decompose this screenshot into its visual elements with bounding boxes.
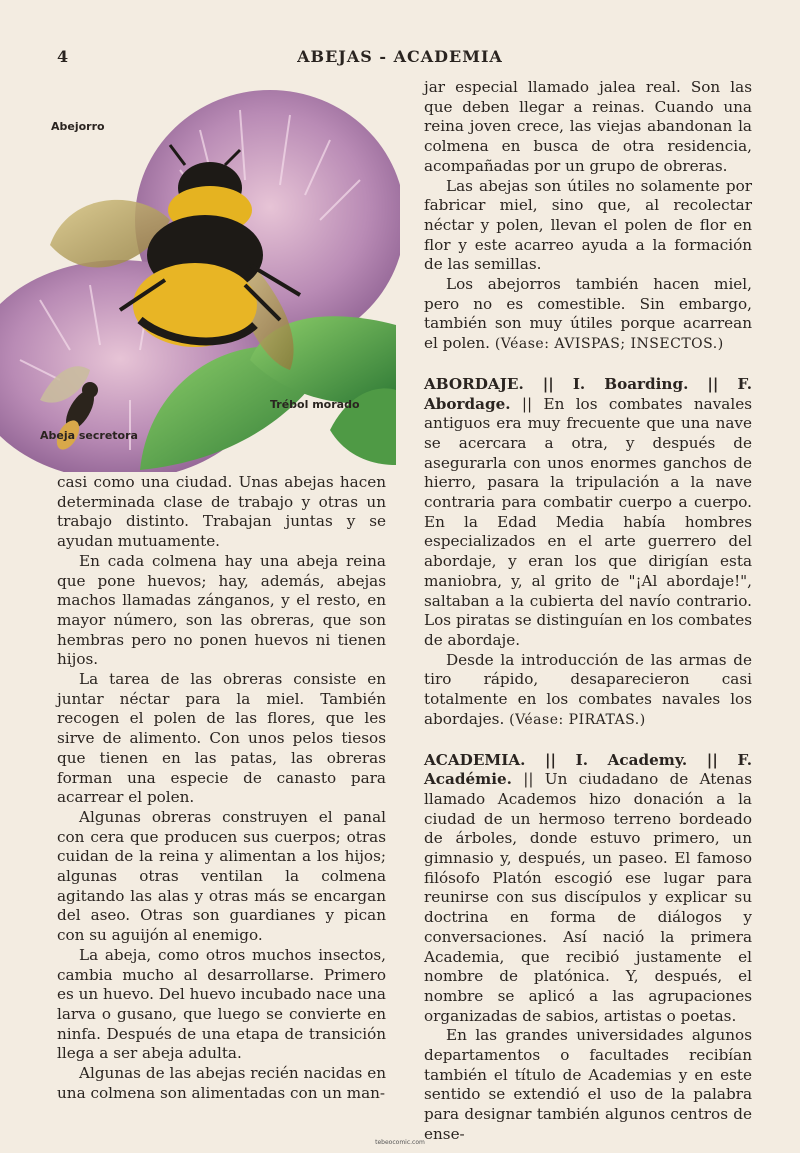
paragraph: La tarea de las obreras consiste en juntar néctar para la miel. También recogen el polen de las flores, que les sirve de alimento. Con unos pelos tiesos que tienen en las patas, las obreras forman una especie de canasto para acarrear el polen. [57, 670, 386, 807]
entry-gap [424, 731, 752, 751]
label-trebol: Trébol morado [270, 398, 360, 411]
entry-abordaje [424, 375, 752, 651]
left-column [57, 473, 386, 1104]
page-number: 4 [57, 47, 69, 66]
paragraph: Las abejas son útiles no solamente por fabricar miel, sino que, al recolectar néctar y polen, llevan el polen de flor en flor y este acarreo ayuda a la formación de las semillas. [424, 176, 752, 274]
entry-heading: ACADEMIA. || I. Academy. || F. Académie. [424, 750, 752, 789]
entry-text: || En los combates navales antiguos era muy frecuente que una nave se acercara a otra, y después de asegurarla con unos enormes ganchos de hierro, pasara la tripulación a la nave contraria para combatir cuerpo a cuerpo. En la Edad Media había hombres especializados en el arte guerrero del abordaje, y eran los que dirigían esta maniobra, y, al grito de "¡Al abordaje!", saltaban a la cubierta del navío contrario. Los piratas se distinguían en los combates de abordaje. [424, 394, 753, 649]
running-title: ABEJAS - ACADEMIA [297, 47, 503, 66]
see-also-reference: (Véase: AVISPAS; INSECTOS.) [494, 336, 724, 353]
paragraph [424, 651, 752, 731]
paragraph [424, 275, 752, 355]
paragraph: La abeja, como otros muchos insectos, cambia mucho al desarrollarse. Primero es un huevo. Del huevo incubado nace una larva o gusano, que luego se convierte en ninfa. Después de una etapa de transición llega a ser abeja adulta. [57, 945, 386, 1063]
label-abeja: Abeja secretora [40, 429, 138, 442]
entry-gap [424, 355, 752, 375]
entry-academia [424, 751, 752, 1027]
paragraph: jar especial llamado jalea real. Son las que deben llegar a reinas. Cuando una reina joven crece, las viejas abandonan la colmena en busca de otra residencia, acompañadas por un grupo de obreras. [424, 78, 752, 175]
entry-heading: ABORDAJE. || I. Boarding. || F. Abordage. [424, 374, 752, 413]
entry-text: || Un ciudadano de Atenas llamado Academos hizo donación a la ciudad de un hermoso terreno bordeado de árboles, donde estuvo primero, un gimnasio y, después, un paseo. El famoso filósofo Platón escogió ese lugar para reunirse con sus discípulos y explicar su doctrina en forma de diálogos y conversaciones. Así nació la primera Academia, que recibió justamente el nombre de platónica. Y, después, el nombre se aplicó a las agrupaciones organizadas de sabios, artistas o poetas. [424, 770, 752, 1025]
see-also-reference: (Véase: PIRATAS.) [509, 711, 646, 728]
paragraph-text: Los abejorros también hacen miel, pero no es comestible. Sin embargo, también son muy útiles porque acarrean el polen. [424, 275, 752, 353]
paragraph: En cada colmena hay una abeja reina que pone huevos; hay, además, abejas machos llamadas zánganos, y el resto, en mayor número, son las obreras, que son hembras pero no ponen huevos ni tienen hijos. [57, 551, 386, 669]
paragraph: En las grandes universidades algunos departamentos o facultades recibían también el título de Academias y en este sentido se extendió el uso de la palabra para designar también algunos centros de ense- [424, 1026, 752, 1143]
paragraph: Algunas de las abejas recién nacidas en una colmena son alimentadas con un man- [57, 1064, 386, 1102]
right-column [424, 78, 752, 1145]
paragraph: Algunas obreras construyen el panal con cera que producen sus cuerpos; otras cuidan de la reina y alimentan a los hijos; algunas otras ventilan la colmena agitando las alas y otras más se encargan del aseo. Otras son guardianes y pican con su aguijón al enemigo. [57, 807, 386, 945]
paragraph-text: Desde la introducción de las armas de tiro rápido, desaparecieron casi totalmente en los combates navales los abordajes. [424, 650, 752, 728]
source-watermark: tebeocomic.com [375, 1139, 425, 1146]
label-abejorro: Abejorro [51, 120, 105, 133]
paragraph: casi como una ciudad. Unas abejas hacen determinada clase de trabajo y otras un trabajo distinto. Trabajan juntas y se ayudan mutuamente. [57, 473, 386, 551]
